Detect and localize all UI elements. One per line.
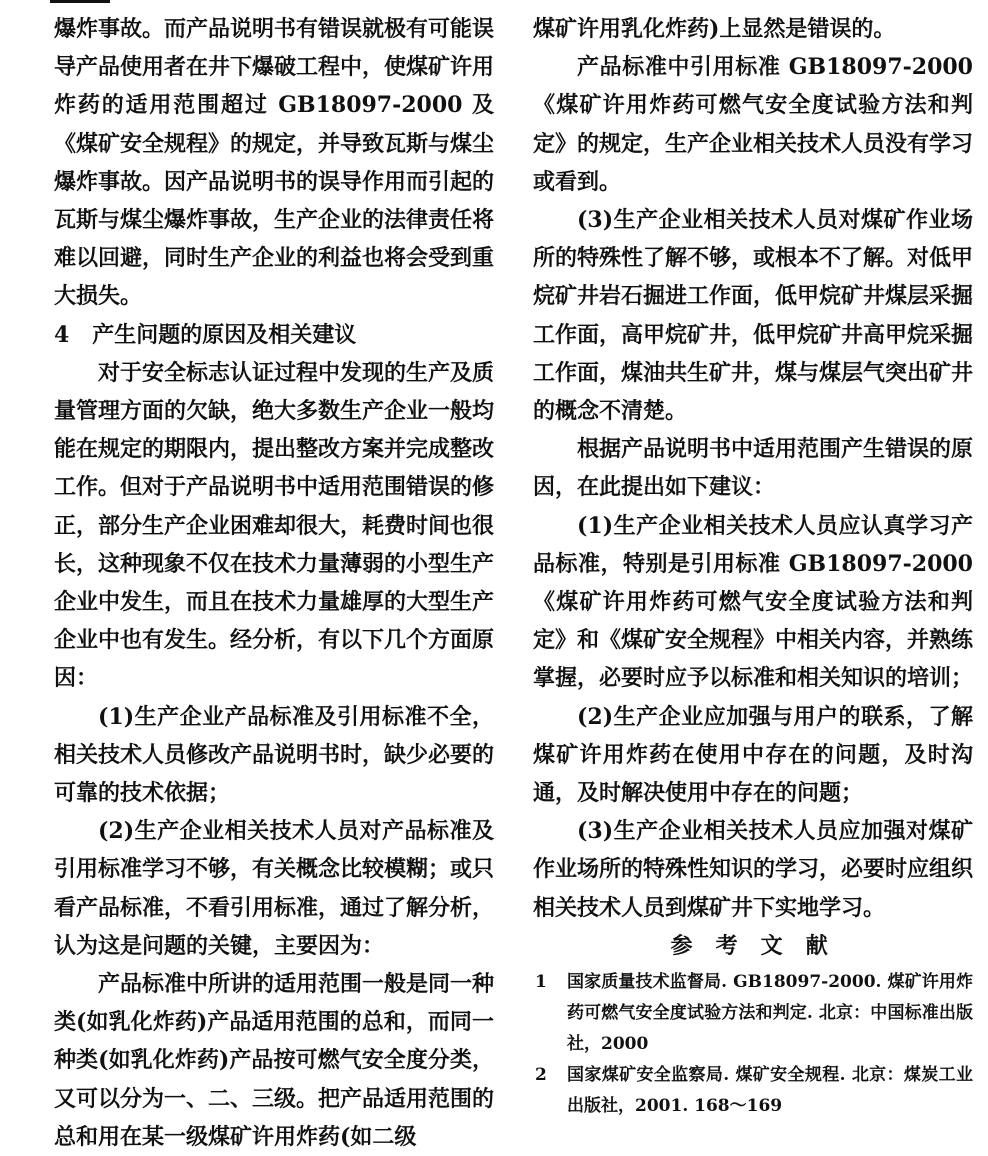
right-column: [533, 10, 973, 1122]
paragraph: 对于安全标志认证过程中发现的生产及质量管理方面的欠缺，绝大多数生产企业一般均能在规定的期限内，提出整改方案并完成整改工作。但对于产品说明书中适用范围错误的修正，部分生产企业困难却很大，耗费时间也很长，这种现象不仅在技术力量薄弱的小型生产企业中发生，而且在技术力量雄厚的大型生产企业中也有发生。经分析，有以下几个方面原因：: [54, 359, 495, 692]
paragraph: 根据产品说明书中适用范围产生错误的原因，在此提出如下建议：: [533, 436, 974, 501]
reference-item: [533, 967, 973, 1060]
section-title: 产生问题的原因及相关建议: [92, 321, 357, 348]
references-title: 参 考 文 献: [670, 932, 836, 959]
section-heading: [54, 316, 494, 354]
paragraph-continuation: 爆炸事故。而产品说明书有错误就极有可能误导产品使用者在井下爆破工程中，使煤矿许用炸药的适用范围超过 GB18097-2000 及《煤矿安全规程》的规定，并导致瓦斯与煤尘爆炸事故。因产品说明书的误导作用而引起的瓦斯与煤尘爆炸事故，生产企业的法律责任将难以回避，同时生产企业的利益也将会受到重大损失。: [54, 16, 495, 310]
paragraph: 产品标准中引用标准 GB18097-2000《煤矿许用炸药可燃气安全度试验方法和判定》的规定，生产企业相关技术人员没有学习或看到。: [533, 54, 974, 195]
header-rule: [50, 0, 110, 3]
references-list: [533, 967, 973, 1122]
reference-item: [533, 1060, 973, 1122]
reference-number: 1: [535, 972, 547, 993]
paragraph: (2)生产企业相关技术人员对产品标准及引用标准学习不够，有关概念比较模糊；或只看产品标准，不看引用标准，通过了解分析，认为这是问题的关键，主要因为：: [54, 818, 495, 959]
reference-number: 2: [535, 1065, 547, 1086]
left-column: [54, 10, 494, 1156]
paragraph: (2)生产企业应加强与用户的联系，了解煤矿许用炸药在使用中存在的问题，及时沟通，及时解决使用中存在的问题；: [533, 703, 973, 807]
paragraph: (1)生产企业产品标准及引用标准不全，相关技术人员修改产品说明书时，缺少必要的可靠的技术依据；: [54, 703, 495, 807]
reference-text: 国家质量技术监督局. GB18097-2000. 煤矿许用炸药可燃气安全度试验方法和判定. 北京：中国标准出版社，2000: [567, 972, 973, 1055]
reference-text: 国家煤矿安全监察局. 煤矿安全规程. 北京：煤炭工业出版社，2001. 168～169: [567, 1065, 973, 1117]
paragraph: 产品标准中所讲的适用范围一般是同一种类(如乳化炸药)产品适用范围的总和，而同一种类(如乳化炸药)产品按可燃气安全度分类，又可以分为一、二、三级。把产品适用范围的总和用在某一级煤矿许用炸药(如二级: [54, 971, 495, 1150]
paragraph: (1)生产企业相关技术人员应认真学习产品标准，特别是引用标准 GB18097-2000《煤矿许用炸药可燃气安全度试验方法和判定》和《煤矿安全规程》中相关内容，并熟练掌握，必要时应予以标准和相关知识的培训；: [533, 512, 974, 692]
section-number: 4: [54, 321, 70, 348]
paragraph: (3)生产企业相关技术人员应加强对煤矿作业场所的特殊性知识的学习，必要时应组织相关技术人员到煤矿井下实地学习。: [533, 818, 974, 921]
paragraph: (3)生产企业相关技术人员对煤矿作业场所的特殊性了解不够，或根本不了解。对低甲烷矿井岩石掘进工作面，低甲烷矿井煤层采掘工作面，高甲烷矿井，低甲烷矿井高甲烷采掘工作面，煤油共生矿井，煤与煤层气突出矿井的概念不清楚。: [533, 207, 974, 425]
paragraph-continuation: 煤矿许用乳化炸药)上显然是错误的。: [533, 16, 896, 42]
